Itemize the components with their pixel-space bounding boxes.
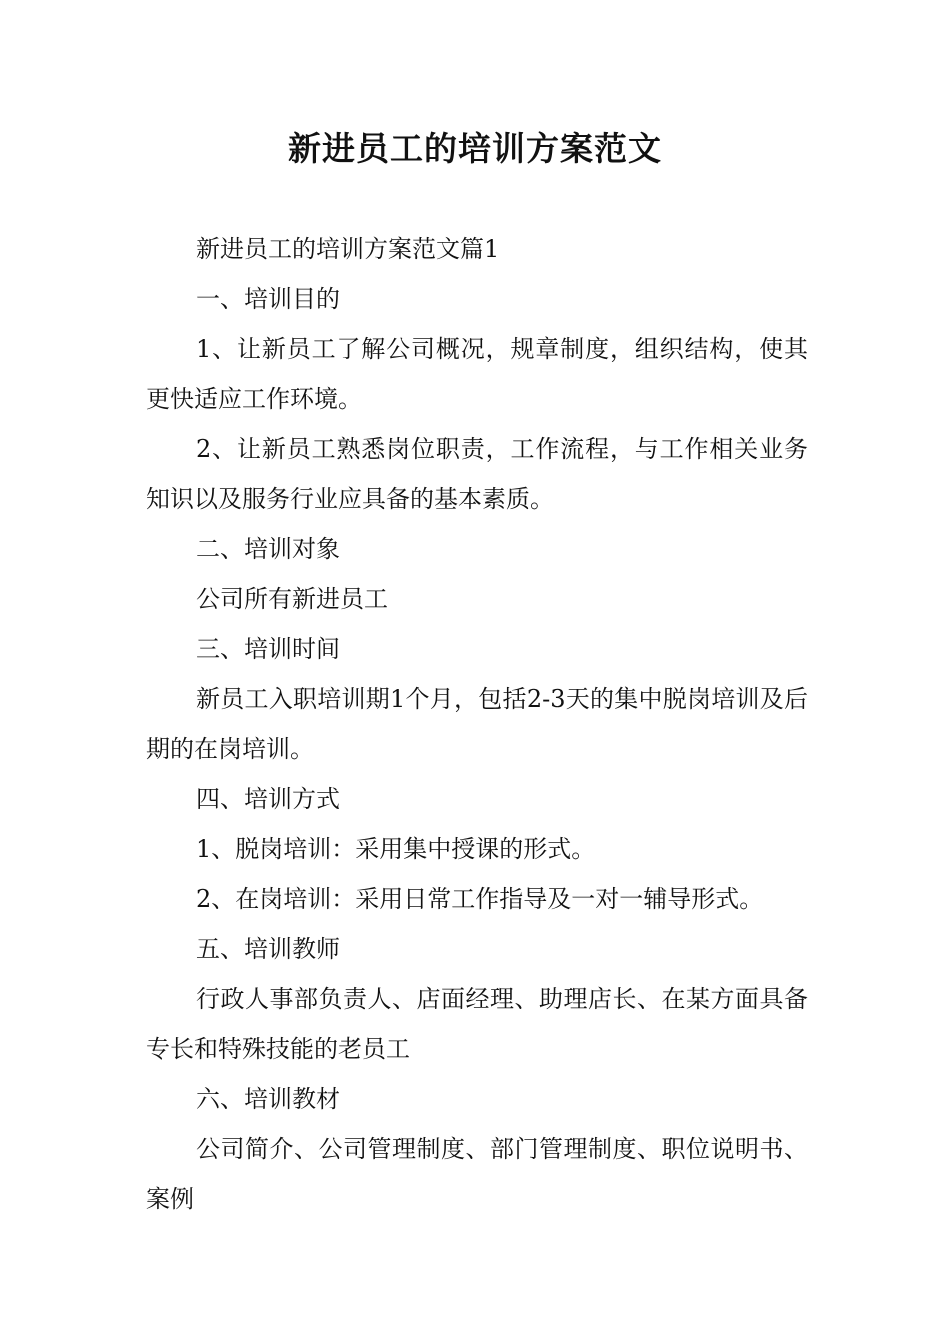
- paragraph-heading-method: 四、培训方式: [196, 785, 340, 813]
- paragraph-method-1: 1、脱岗培训：采用集中授课的形式。: [196, 835, 596, 863]
- document-body: [146, 224, 808, 1224]
- paragraph-purpose-2: 2、让新员工熟悉岗位职责，工作流程，与工作相关业务知识以及服务行业应具备的基本素质。: [146, 435, 808, 513]
- paragraph-materials: 公司简介、公司管理制度、部门管理制度、职位说明书、案例: [146, 1135, 808, 1213]
- paragraph-purpose-1: 1、让新员工了解公司概况，规章制度，组织结构，使其更快适应工作环境。: [146, 335, 808, 413]
- paragraph-trainers: 行政人事部负责人、店面经理、助理店长、在某方面具备专长和特殊技能的老员工: [146, 985, 808, 1063]
- paragraph-heading-audience: 二、培训对象: [196, 535, 340, 563]
- paragraph-time: 新员工入职培训期1个月，包括2-3天的集中脱岗培训及后期的在岗培训。: [146, 685, 808, 763]
- paragraph-heading-time: 三、培训时间: [196, 635, 340, 663]
- paragraph-heading-materials: 六、培训教材: [196, 1085, 340, 1113]
- paragraph-audience: 公司所有新进员工: [196, 585, 388, 613]
- paragraph-method-2: 2、在岗培训：采用日常工作指导及一对一辅导形式。: [196, 885, 764, 913]
- document-title: 新进员工的培训方案范文: [288, 129, 662, 168]
- paragraph-heading-trainers: 五、培训教师: [196, 935, 340, 963]
- paragraph-heading-purpose: 一、培训目的: [196, 285, 340, 313]
- paragraph-section-heading: 新进员工的培训方案范文篇1: [196, 235, 500, 263]
